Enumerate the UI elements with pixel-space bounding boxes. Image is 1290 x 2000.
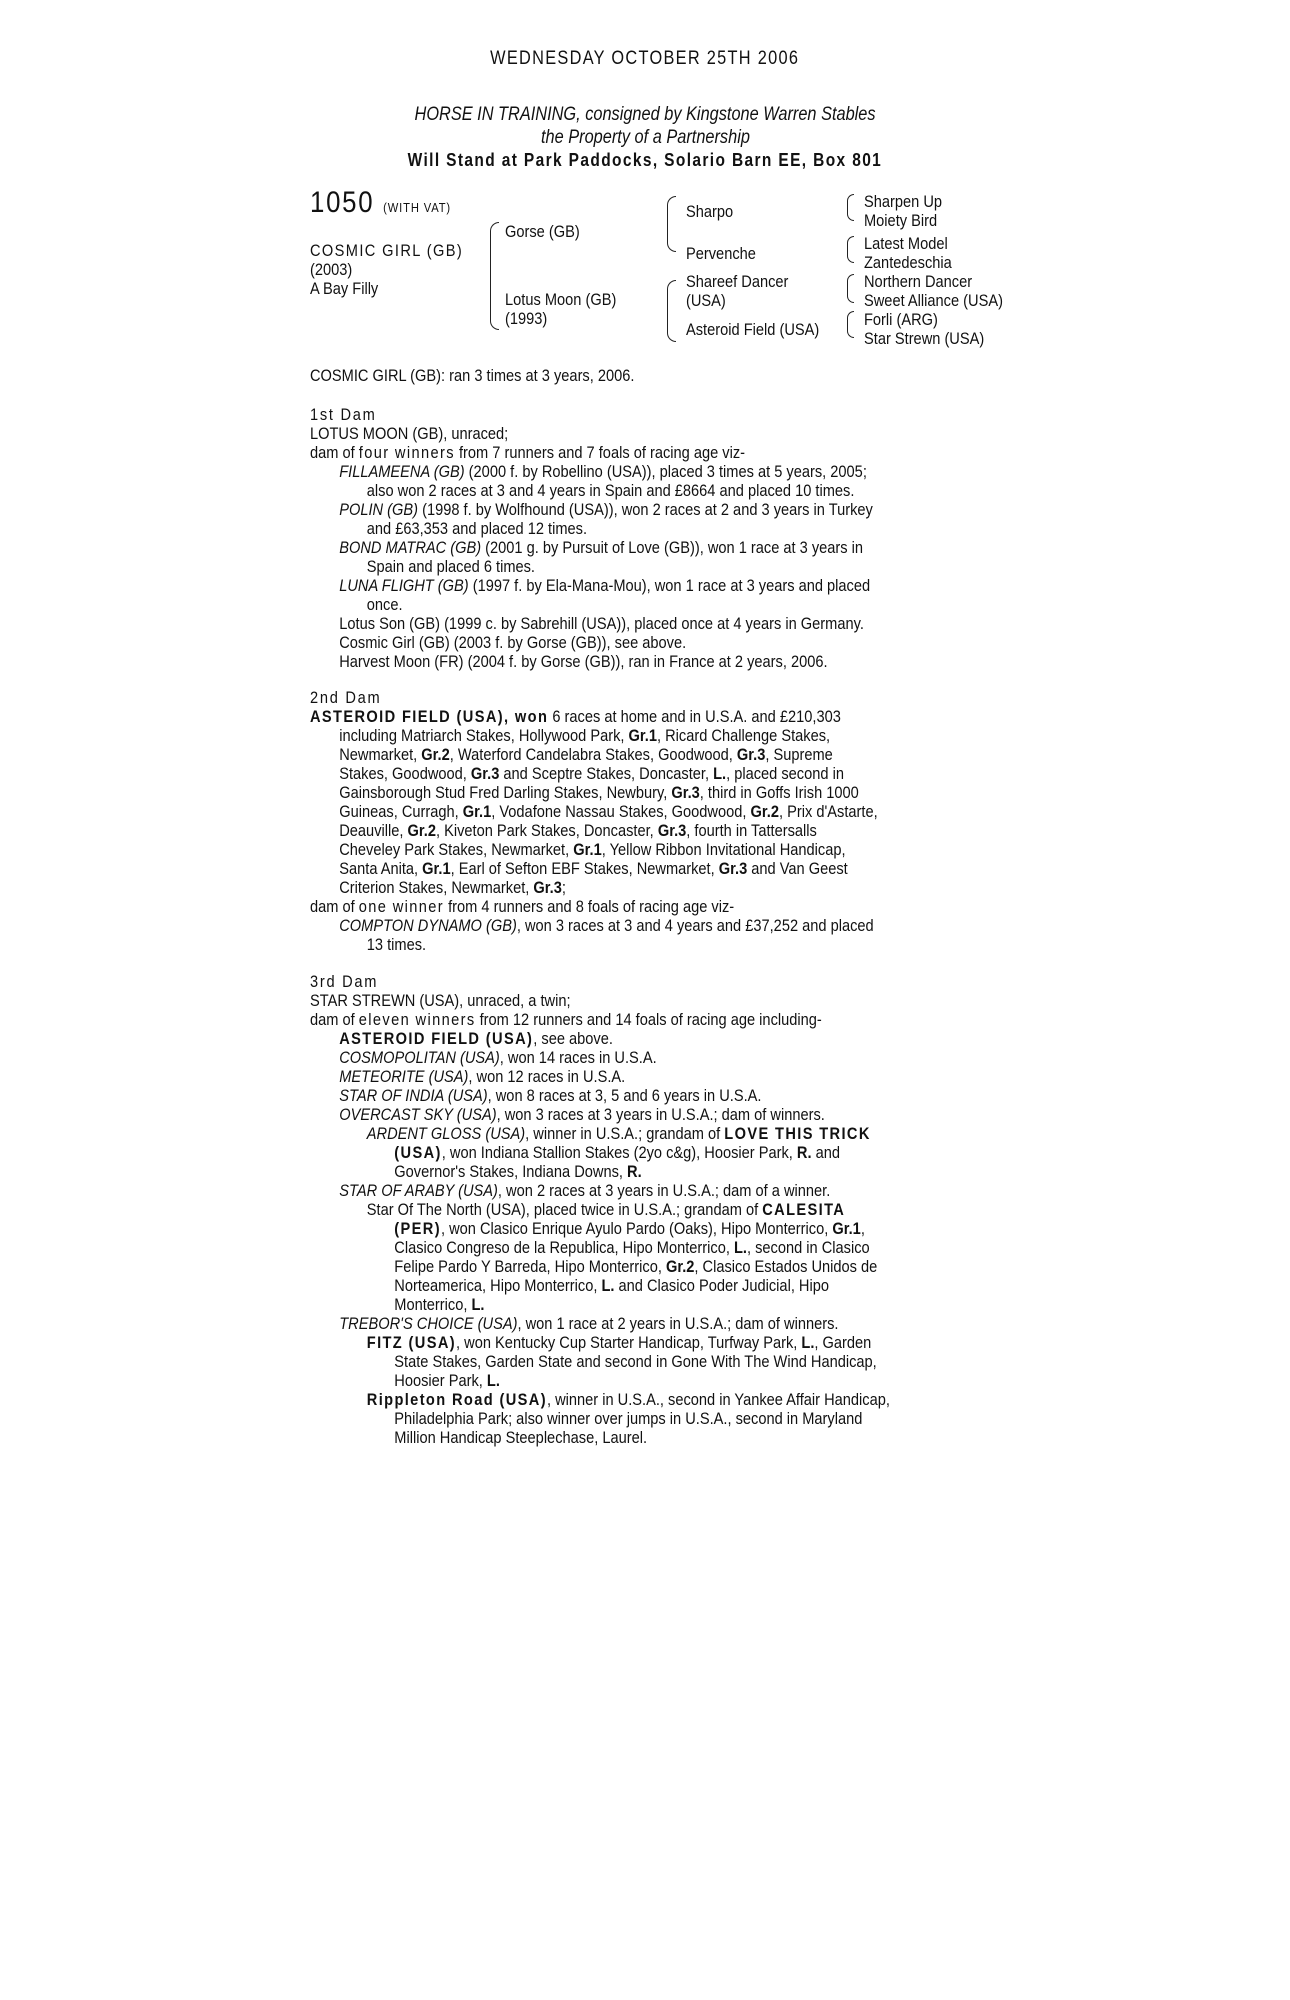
text-run: dam of bbox=[310, 1010, 359, 1029]
text-run: Gr.3 bbox=[533, 878, 562, 897]
third-dam-heading: 3rd Dam bbox=[310, 972, 379, 991]
text-run: Gr.1 bbox=[628, 726, 657, 745]
text-line bbox=[310, 840, 929, 859]
text-run: and Sceptre Stakes, Doncaster, bbox=[499, 764, 714, 783]
text-run: dam of bbox=[310, 897, 359, 916]
text-run: , Garden bbox=[814, 1333, 872, 1352]
text-line bbox=[310, 614, 929, 633]
pedigree-ddd: Star Strewn (USA) bbox=[864, 329, 985, 348]
text-run: BOND MATRAC (GB) bbox=[339, 538, 482, 557]
text-run: Gr.2 bbox=[407, 821, 436, 840]
text-run: R. bbox=[627, 1162, 642, 1181]
text-run: Newmarket, bbox=[339, 745, 422, 764]
second-dam-section bbox=[310, 688, 929, 954]
text-run: L. bbox=[801, 1333, 815, 1352]
text-line bbox=[310, 1333, 929, 1352]
text-line bbox=[310, 500, 929, 519]
text-run: dam of bbox=[310, 443, 359, 462]
text-run: COMPTON DYNAMO (GB) bbox=[339, 916, 517, 935]
first-dam-heading: 1st Dam bbox=[310, 405, 377, 424]
text-run: Governor's Stakes, Indiana Downs, bbox=[394, 1162, 628, 1181]
text-line bbox=[310, 443, 929, 462]
text-run: STAR OF INDIA (USA) bbox=[339, 1086, 488, 1105]
pedigree-dam-name: Lotus Moon (GB) bbox=[505, 290, 617, 309]
text-run: , Clasico Estados Unidos de bbox=[694, 1257, 878, 1276]
text-run: and Clasico Poder Judicial, Hipo bbox=[614, 1276, 830, 1295]
text-run: L. bbox=[601, 1276, 615, 1295]
race-summary: COSMIC GIRL (GB): ran 3 times at 3 years, 2006. bbox=[310, 366, 635, 385]
pedigree-sds: Latest Model bbox=[864, 234, 948, 253]
text-run: Star Of The North (USA), placed twice in U.S.A.; grandam of bbox=[366, 1200, 763, 1219]
text-line bbox=[310, 1371, 929, 1390]
text-run: and Van Geest bbox=[747, 859, 848, 878]
text-run: eleven winners bbox=[358, 1010, 476, 1029]
text-run: and bbox=[811, 1143, 840, 1162]
text-run: Felipe Pardo Y Barreda, Hipo Monterrico, bbox=[394, 1257, 666, 1276]
text-line bbox=[310, 1238, 929, 1257]
text-run: one winner bbox=[358, 897, 445, 916]
pedigree-dam-sire-2: (USA) bbox=[686, 291, 726, 310]
text-run: from 12 runners and 14 foals of racing age including- bbox=[475, 1010, 822, 1029]
text-run: Gr.1 bbox=[573, 840, 602, 859]
text-line bbox=[310, 783, 929, 802]
first-dam-section bbox=[310, 405, 929, 671]
text-run: , Yellow Ribbon Invitational Handicap, bbox=[601, 840, 846, 859]
text-run: METEORITE (USA) bbox=[339, 1067, 469, 1086]
text-line bbox=[310, 1029, 929, 1048]
text-run: L. bbox=[733, 1238, 747, 1257]
text-line bbox=[310, 1314, 929, 1333]
text-run: four winners bbox=[358, 443, 455, 462]
lot-number-text: 1050 bbox=[310, 186, 375, 219]
text-line bbox=[310, 1257, 929, 1276]
pedigree-brace-ss bbox=[847, 194, 854, 221]
pedigree-sdd: Zantedeschia bbox=[864, 253, 952, 272]
text-run: , Prix d'Astarte, bbox=[778, 802, 878, 821]
text-line bbox=[310, 707, 929, 726]
text-run: Gr.3 bbox=[657, 821, 687, 840]
text-run: Norteamerica, Hipo Monterrico, bbox=[394, 1276, 602, 1295]
text-line bbox=[310, 1162, 929, 1181]
pedigree-ssd: Moiety Bird bbox=[864, 211, 938, 230]
text-line bbox=[310, 1276, 929, 1295]
text-run: Gr.3 bbox=[470, 764, 500, 783]
text-run: , Ricard Challenge Stakes, bbox=[656, 726, 831, 745]
text-run: , won 14 races in U.S.A. bbox=[499, 1048, 657, 1067]
text-run: , Vodafone Nassau Stakes, Goodwood, bbox=[491, 802, 751, 821]
second-dam-heading: 2nd Dam bbox=[310, 688, 382, 707]
text-run: ASTEROID FIELD (USA), won bbox=[310, 707, 549, 726]
second-dam-body bbox=[310, 707, 929, 954]
text-run: Spain and placed 6 times. bbox=[366, 557, 535, 576]
text-run: , placed second in bbox=[726, 764, 844, 783]
text-line bbox=[310, 878, 929, 897]
text-run: , Earl of Sefton EBF Stakes, Newmarket, bbox=[450, 859, 719, 878]
text-run: , third in Goffs Irish 1000 bbox=[699, 783, 859, 802]
text-line bbox=[310, 726, 929, 745]
text-run: also won 2 races at 3 and 4 years in Spain and £8664 and placed 10 times. bbox=[366, 481, 855, 500]
property-line: the Property of a Partnership bbox=[540, 127, 750, 148]
text-run: R. bbox=[796, 1143, 812, 1162]
text-run: Cheveley Park Stakes, Newmarket, bbox=[339, 840, 574, 859]
lot-number bbox=[310, 186, 451, 219]
text-run: including Matriarch Stakes, Hollywood Park, bbox=[339, 726, 629, 745]
text-run: Gainsborough Stud Fred Darling Stakes, Newbury, bbox=[339, 783, 672, 802]
text-line bbox=[310, 916, 929, 935]
text-run: , Supreme bbox=[765, 745, 833, 764]
text-run: Philadelphia Park; also winner over jumps in U.S.A., second in Maryland bbox=[394, 1409, 863, 1428]
text-line bbox=[310, 481, 929, 500]
text-run: FITZ (USA) bbox=[366, 1333, 457, 1352]
text-run: Million Handicap Steeplechase, Laurel. bbox=[394, 1428, 648, 1447]
text-run: L. bbox=[471, 1295, 485, 1314]
text-line bbox=[310, 1352, 929, 1371]
pedigree-brace-sd bbox=[847, 236, 854, 263]
text-run: (USA) bbox=[394, 1143, 442, 1162]
text-run: Rippleton Road (USA) bbox=[366, 1390, 547, 1409]
text-line bbox=[310, 1428, 929, 1447]
text-run: (1997 f. by Ela-Mana-Mou), won 1 race at 3 years and placed bbox=[468, 576, 871, 595]
text-run: L. bbox=[713, 764, 727, 783]
text-run: once. bbox=[366, 595, 403, 614]
text-run: Gr.1 bbox=[462, 802, 492, 821]
pedigree-brace-sire bbox=[667, 196, 676, 252]
first-dam-body bbox=[310, 424, 929, 671]
text-line bbox=[310, 935, 929, 954]
text-line bbox=[310, 1124, 929, 1143]
text-run: Clasico Congreso de la Republica, Hipo Monterrico, bbox=[394, 1238, 734, 1257]
text-line bbox=[310, 1295, 929, 1314]
text-line bbox=[310, 1048, 929, 1067]
horse-name: COSMIC GIRL (GB) bbox=[310, 241, 464, 260]
text-run: STAR STREWN (USA), unraced, a twin; bbox=[310, 991, 571, 1010]
text-run: , Kiveton Park Stakes, Doncaster, bbox=[435, 821, 658, 840]
text-run: TREBOR'S CHOICE (USA) bbox=[339, 1314, 518, 1333]
text-run: (1998 f. by Wolfhound (USA)), won 2 races at 2 and 3 years in Turkey bbox=[418, 500, 873, 519]
text-run: 13 times. bbox=[366, 935, 427, 954]
text-run: (2000 f. by Robellino (USA)), placed 3 times at 5 years, 2005; bbox=[464, 462, 867, 481]
text-run: , won 8 races at 3, 5 and 6 years in U.S.A. bbox=[487, 1086, 762, 1105]
text-run: and £63,353 and placed 12 times. bbox=[366, 519, 588, 538]
text-line bbox=[310, 745, 929, 764]
text-run: ARDENT GLOSS (USA) bbox=[366, 1124, 526, 1143]
text-run: OVERCAST SKY (USA) bbox=[339, 1105, 497, 1124]
text-run: Gr.1 bbox=[422, 859, 451, 878]
consignor-line: HORSE IN TRAINING, consigned by Kingstone Warren Stables bbox=[414, 104, 876, 125]
text-run: from 7 runners and 7 foals of racing age viz- bbox=[454, 443, 746, 462]
text-run: Gr.2 bbox=[665, 1257, 695, 1276]
pedigree-brace-1 bbox=[490, 222, 499, 330]
text-line bbox=[310, 1200, 929, 1219]
text-run: ASTEROID FIELD (USA) bbox=[339, 1029, 534, 1048]
pedigree-dam-year: (1993) bbox=[505, 309, 548, 328]
text-run: , see above. bbox=[533, 1029, 613, 1048]
text-run: , won 12 races in U.S.A. bbox=[468, 1067, 626, 1086]
vat-note: (WITH VAT) bbox=[383, 200, 451, 215]
text-run: Cosmic Girl (GB) (2003 f. by Gorse (GB)), see above. bbox=[339, 633, 687, 652]
text-line bbox=[310, 802, 929, 821]
text-run: LUNA FLIGHT (GB) bbox=[339, 576, 469, 595]
text-run: Gr.3 bbox=[718, 859, 748, 878]
text-run: State Stakes, Garden State and second in Gone With The Wind Handicap, bbox=[394, 1352, 877, 1371]
text-line bbox=[310, 1086, 929, 1105]
text-line bbox=[310, 764, 929, 783]
text-line bbox=[310, 897, 929, 916]
text-run: (2001 g. by Pursuit of Love (GB)), won 1 race at 3 years in bbox=[481, 538, 864, 557]
text-line bbox=[310, 1067, 929, 1086]
text-run: , second in Clasico bbox=[746, 1238, 870, 1257]
text-run: ; bbox=[561, 878, 566, 897]
text-run: from 4 runners and 8 foals of racing age viz- bbox=[444, 897, 735, 916]
text-line bbox=[310, 462, 929, 481]
text-run: FILLAMEENA (GB) bbox=[339, 462, 465, 481]
text-line bbox=[310, 1219, 929, 1238]
pedigree-brace-dd bbox=[847, 311, 854, 338]
text-run: COSMOPOLITAN (USA) bbox=[339, 1048, 500, 1067]
text-line bbox=[310, 1010, 929, 1029]
pedigree-dam-sire-1: Shareef Dancer bbox=[686, 272, 789, 291]
text-line bbox=[310, 1105, 929, 1124]
horse-description: A Bay Filly bbox=[310, 279, 379, 298]
text-run: LOVE THIS TRICK bbox=[724, 1124, 871, 1143]
text-run: Monterrico, bbox=[394, 1295, 472, 1314]
text-run: , won 2 races at 3 years in U.S.A.; dam of a winner. bbox=[497, 1181, 831, 1200]
text-run: STAR OF ARABY (USA) bbox=[339, 1181, 498, 1200]
sale-date: WEDNESDAY OCTOBER 25TH 2006 bbox=[490, 48, 800, 69]
text-run: POLIN (GB) bbox=[339, 500, 419, 519]
text-run: (PER) bbox=[394, 1219, 441, 1238]
pedigree-dss: Northern Dancer bbox=[864, 272, 973, 291]
pedigree-sss: Sharpen Up bbox=[864, 192, 943, 211]
text-run: Gr.2 bbox=[750, 802, 779, 821]
text-run: , winner in U.S.A.; grandam of bbox=[525, 1124, 725, 1143]
text-run: , won Kentucky Cup Starter Handicap, Turfway Park, bbox=[456, 1333, 802, 1352]
text-run: , bbox=[860, 1219, 865, 1238]
text-run: , fourth in Tattersalls bbox=[686, 821, 817, 840]
text-line bbox=[310, 519, 929, 538]
text-line bbox=[310, 1390, 929, 1409]
pedigree-brace-dam bbox=[667, 280, 676, 342]
text-run: , won 3 races at 3 and 4 years and £37,252 and placed bbox=[516, 916, 874, 935]
foaling-year: (2003) bbox=[310, 260, 353, 279]
text-run: , won 3 races at 3 years in U.S.A.; dam of winners. bbox=[496, 1105, 825, 1124]
pedigree-sire-dam: Pervenche bbox=[686, 244, 756, 263]
third-dam-section bbox=[310, 972, 929, 1447]
text-run: Harvest Moon (FR) (2004 f. by Gorse (GB)), ran in France at 2 years, 2006. bbox=[339, 652, 828, 671]
pedigree-dam-dam: Asteroid Field (USA) bbox=[686, 320, 820, 339]
text-line bbox=[310, 991, 929, 1010]
pedigree-dsd: Sweet Alliance (USA) bbox=[864, 291, 1003, 310]
text-run: Santa Anita, bbox=[339, 859, 423, 878]
text-run: LOTUS MOON (GB), unraced; bbox=[310, 424, 509, 443]
text-line bbox=[310, 821, 929, 840]
text-run: CALESITA bbox=[762, 1200, 846, 1219]
text-run: Gr.3 bbox=[671, 783, 700, 802]
text-run: 6 races at home and in U.S.A. and £210,303 bbox=[548, 707, 841, 726]
pedigree-sire: Gorse (GB) bbox=[505, 222, 580, 241]
text-line bbox=[310, 859, 929, 878]
text-line bbox=[310, 1409, 929, 1428]
third-dam-body bbox=[310, 991, 929, 1447]
text-run: , won 1 race at 2 years in U.S.A.; dam of winners. bbox=[517, 1314, 839, 1333]
stand-location: Will Stand at Park Paddocks, Solario Barn EE, Box 801 bbox=[407, 150, 883, 170]
text-run: Deauville, bbox=[339, 821, 408, 840]
text-run: , won Clasico Enrique Ayulo Pardo (Oaks), Hipo Monterrico, bbox=[440, 1219, 833, 1238]
text-run: Lotus Son (GB) (1999 c. by Sabrehill (USA)), placed once at 4 years in Germany. bbox=[339, 614, 864, 633]
text-line bbox=[310, 1143, 929, 1162]
text-run: Hoosier Park, bbox=[394, 1371, 487, 1390]
text-line bbox=[310, 1181, 929, 1200]
text-line bbox=[310, 538, 929, 557]
text-run: Gr.3 bbox=[736, 745, 766, 764]
text-line bbox=[310, 595, 929, 614]
text-line bbox=[310, 557, 929, 576]
text-line bbox=[310, 633, 929, 652]
text-run: , winner in U.S.A., second in Yankee Affair Handicap, bbox=[546, 1390, 890, 1409]
text-run: Criterion Stakes, Newmarket, bbox=[339, 878, 534, 897]
pedigree-sire-sire: Sharpo bbox=[686, 202, 734, 221]
text-run: Gr.2 bbox=[421, 745, 450, 764]
text-run: , Waterford Candelabra Stakes, Goodwood, bbox=[449, 745, 737, 764]
text-run: , won Indiana Stallion Stakes (2yo c&g), Hoosier Park, bbox=[441, 1143, 797, 1162]
text-line bbox=[310, 652, 929, 671]
text-run: Gr.1 bbox=[832, 1219, 861, 1238]
pedigree-brace-ds bbox=[847, 274, 854, 303]
text-run: L. bbox=[486, 1371, 500, 1390]
text-line bbox=[310, 576, 929, 595]
pedigree-dds: Forli (ARG) bbox=[864, 310, 938, 329]
text-run: Guineas, Curragh, bbox=[339, 802, 463, 821]
text-line bbox=[310, 424, 929, 443]
text-run: Stakes, Goodwood, bbox=[339, 764, 471, 783]
